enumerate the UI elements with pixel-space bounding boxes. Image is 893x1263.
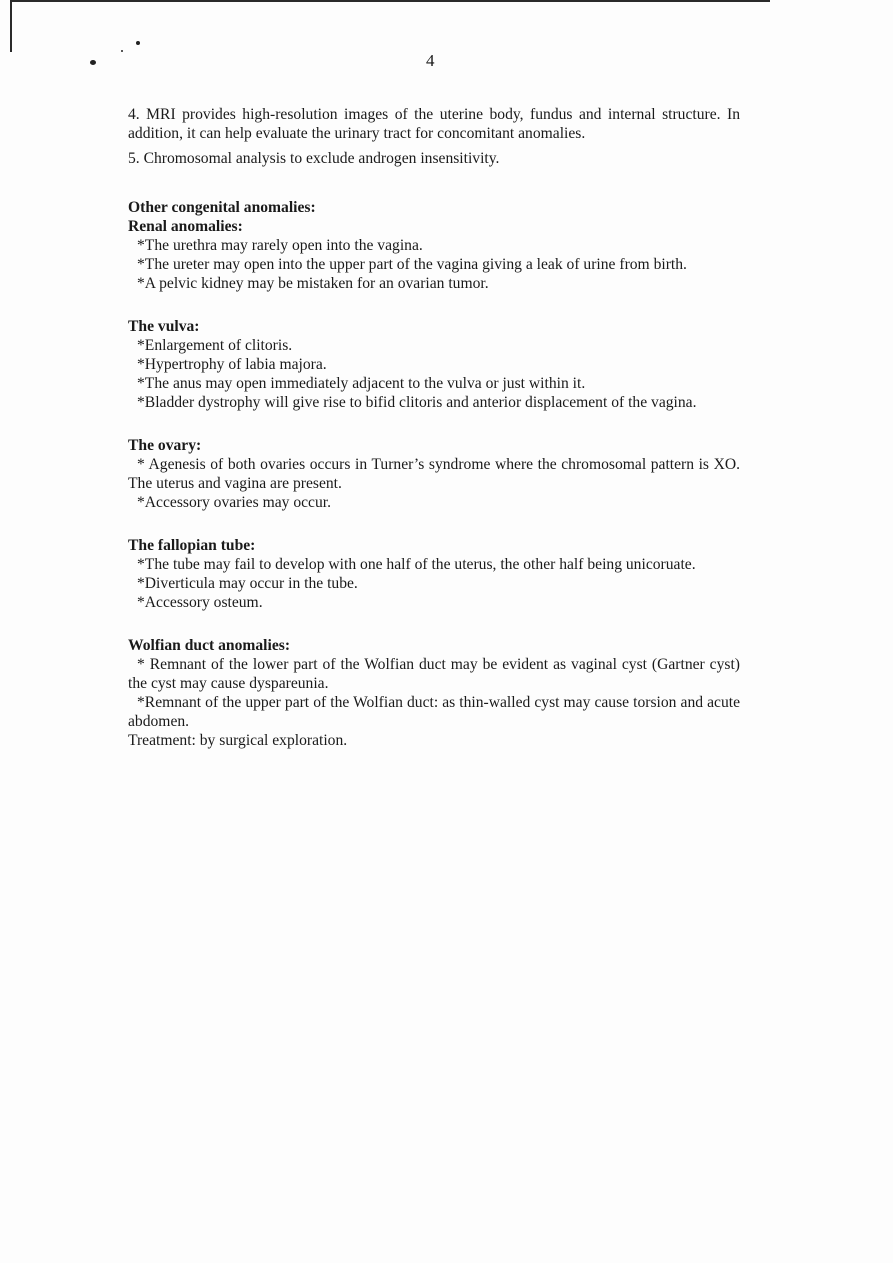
list-item: *The urethra may rarely open into the vagina.	[137, 237, 423, 254]
scan-speck	[90, 60, 96, 65]
list-item: *The anus may open immediately adjacent to the vulva or just within it.	[137, 375, 586, 392]
section-vulva	[128, 317, 740, 412]
vulva-heading: The vulva:	[128, 318, 200, 335]
list-item: *Accessory ovaries may occur.	[137, 494, 331, 511]
renal-heading: Renal anomalies:	[128, 218, 243, 235]
paragraph-chromosomal: 5. Chromosomal analysis to exclude androgen insensitivity.	[128, 150, 500, 167]
main-heading: Other congenital anomalies:	[128, 199, 316, 216]
list-item: *Remnant of the upper part of the Wolfian duct: as thin-walled cyst may cause torsion and acute abdomen.	[128, 694, 740, 730]
document-body	[128, 105, 740, 750]
scan-speck	[136, 41, 140, 45]
scan-top-border	[10, 0, 770, 2]
treatment-text: Treatment: by surgical exploration.	[128, 732, 348, 749]
list-item: * Remnant of the lower part of the Wolfian duct may be evident as vaginal cyst (Gartner cyst) the cyst may cause dyspareunia.	[128, 656, 740, 692]
section-ovary	[128, 436, 740, 512]
section-wolfian	[128, 636, 740, 750]
page-number: 4	[426, 51, 435, 70]
section-renal	[128, 198, 740, 293]
list-item: *Bladder dystrophy will give rise to bifid clitoris and anterior displacement of the vagina.	[137, 394, 697, 411]
list-item: *Accessory osteum.	[137, 594, 263, 611]
scan-left-border	[10, 0, 12, 52]
scan-speck	[121, 50, 123, 52]
list-item: * Agenesis of both ovaries occurs in Turner’s syndrome where the chromosomal pattern is XO. The uterus and vagina are present.	[128, 456, 740, 492]
list-item: *Diverticula may occur in the tube.	[137, 575, 358, 592]
list-item: *Hypertrophy of labia majora.	[137, 356, 327, 373]
ovary-heading: The ovary:	[128, 437, 202, 454]
paragraph-mri: 4. MRI provides high-resolution images of the uterine body, fundus and internal structure. In addition, it can help evaluate the urinary tract for concomitant anomalies.	[128, 106, 740, 142]
section-fallopian	[128, 536, 740, 612]
list-item: *The ureter may open into the upper part of the vagina giving a leak of urine from birth.	[137, 256, 687, 273]
list-item: *Enlargement of clitoris.	[137, 337, 293, 354]
fallopian-heading: The fallopian tube:	[128, 537, 256, 554]
wolfian-heading: Wolfian duct anomalies:	[128, 637, 291, 654]
list-item: *The tube may fail to develop with one half of the uterus, the other half being unicoruate.	[137, 556, 696, 573]
list-item: *A pelvic kidney may be mistaken for an ovarian tumor.	[137, 275, 489, 292]
